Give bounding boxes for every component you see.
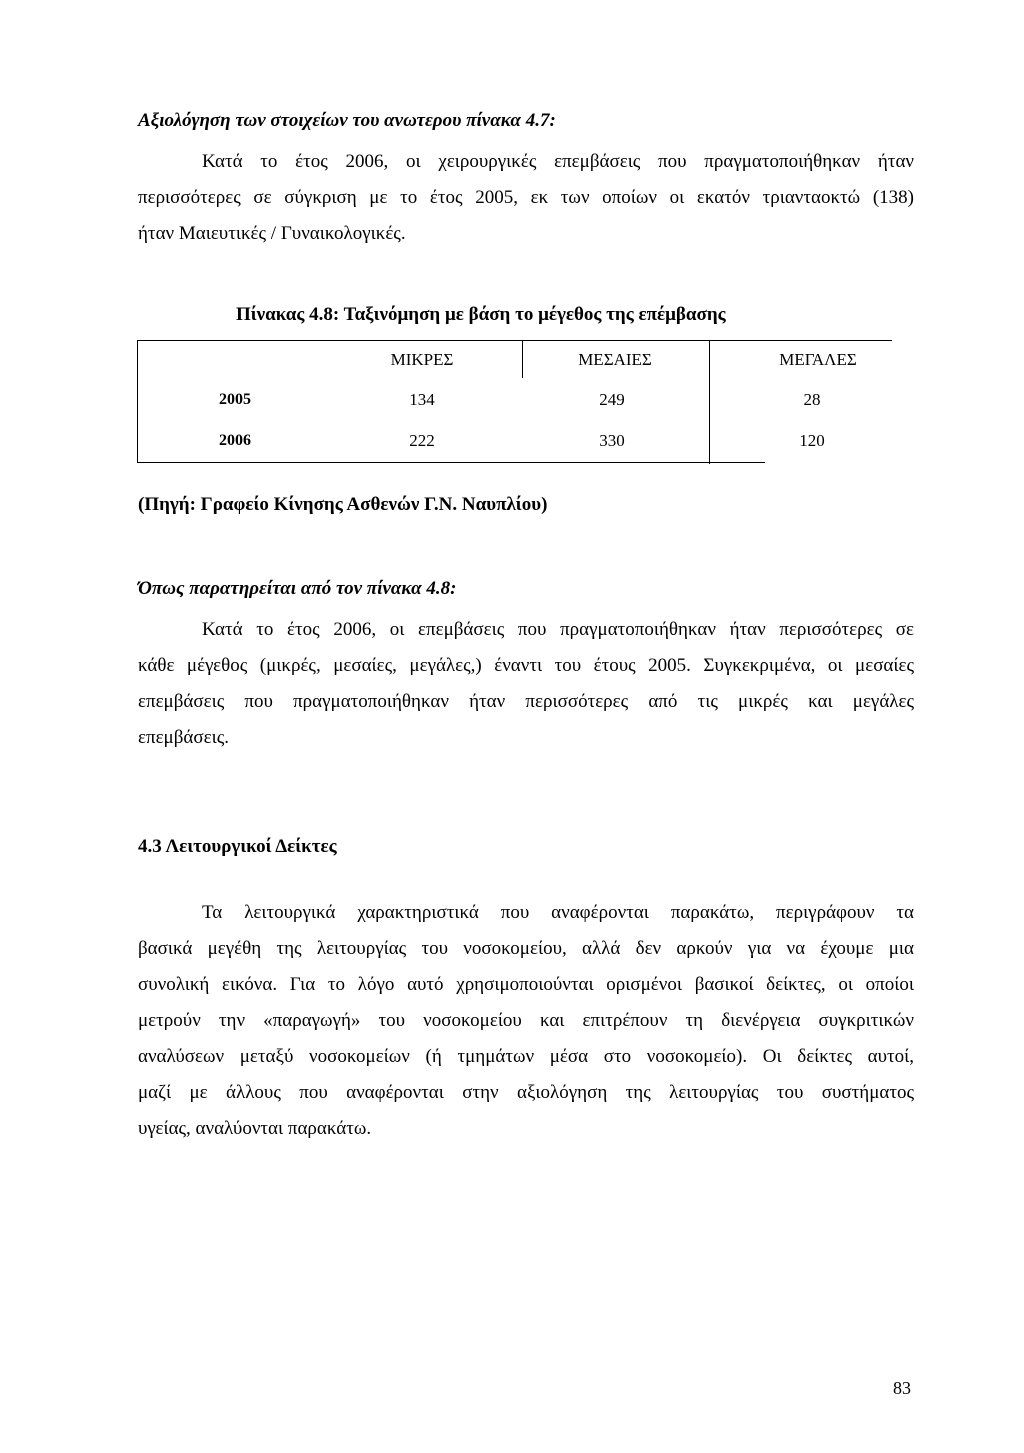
cell-2005-medium: 249	[599, 390, 625, 409]
paragraph-surgeries-2006	[138, 144, 914, 252]
table-bottom-border	[137, 462, 765, 463]
paragraph-table-analysis	[138, 612, 914, 756]
paragraph-line: επεμβάσεις που πραγματοποιήθηκαν ήταν περισσότερες από τις μικρές και μεγάλες	[138, 691, 914, 712]
cell-2005-large: 28	[803, 390, 821, 409]
table-divider-2	[709, 340, 710, 464]
cell-2006-small: 222	[409, 431, 435, 450]
paragraph-line: ήταν Μαιευτικές / Γυναικολογικές.	[138, 223, 406, 244]
paragraph-line: Τα λειτουργικά χαρακτηριστικά που αναφέρονται παρακάτω, περιγράφουν τα	[202, 902, 914, 923]
table-divider-1	[522, 340, 523, 378]
paragraph-line: περισσότερες σε σύγκριση με το έτος 2005, εκ των οποίων οι εκατόν τριανταοκτώ (138)	[138, 187, 914, 208]
row-year-2006: 2006	[219, 432, 251, 449]
cell-2006-medium: 330	[599, 431, 625, 450]
section-title: 4.3 Λειτουργικοί Δείκτες	[138, 836, 337, 857]
table-source: (Πηγή: Γραφείο Κίνησης Ασθενών Γ.Ν. Ναυπλίου)	[138, 494, 548, 515]
table-caption: Πίνακας 4.8: Ταξινόμηση με βάση το μέγεθος της επέμβασης	[236, 304, 726, 325]
page-number: 83	[893, 1378, 911, 1398]
paragraph-line: βασικά μεγέθη της λειτουργίας του νοσοκομείου, αλλά δεν αρκούν για να έχουμε μια	[138, 938, 914, 959]
cell-2006-large: 120	[799, 431, 825, 450]
header-small: ΜΙΚΡΕΣ	[390, 350, 454, 369]
paragraph-line: Κατά το έτος 2006, οι χειρουργικές επεμβάσεις που πραγματοποιήθηκαν ήταν	[202, 151, 914, 172]
heading-evaluation-4-7: Αξιολόγηση των στοιχείων του ανωτερου πίνακα 4.7:	[138, 110, 556, 131]
row-year-2005: 2005	[219, 391, 251, 408]
heading-observation-4-8: Όπως παρατηρείται από τον πίνακα 4.8:	[138, 578, 457, 599]
header-medium: ΜΕΣΑΙΕΣ	[578, 350, 652, 369]
table-top-border	[137, 340, 892, 341]
paragraph-operational-indicators	[138, 895, 914, 1147]
cell-2005-small: 134	[409, 390, 435, 409]
paragraph-line: επεμβάσεις.	[138, 727, 229, 748]
table-left-border	[137, 340, 138, 462]
paragraph-line: υγείας, αναλύονται παρακάτω.	[138, 1118, 372, 1139]
paragraph-line: κάθε μέγεθος (μικρές, μεσαίες, μεγάλες,) έναντι του έτους 2005. Συγκεκριμένα, οι μεσαίες	[138, 655, 914, 676]
paragraph-line: συνολική εικόνα. Για το λόγο αυτό χρησιμοποιούνται ορισμένοι βασικοί δείκτες, οι οποίοι	[138, 974, 914, 995]
paragraph-line: Κατά το έτος 2006, οι επεμβάσεις που πραγματοποιήθηκαν ήταν περισσότερες σε	[202, 619, 914, 640]
paragraph-line: αναλύσεων μεταξύ νοσοκομείων (ή τμημάτων μέσα στο νοσοκομείο). Οι δείκτες αυτοί,	[138, 1046, 914, 1067]
header-large: ΜΕΓΑΛΕΣ	[779, 350, 857, 369]
paragraph-line: μετρούν την «παραγωγή» του νοσοκομείου και επιτρέπουν τη διενέργεια συγκριτικών	[138, 1010, 914, 1031]
paragraph-line: μαζί με άλλους που αναφέρονται στην αξιολόγηση της λειτουργίας του συστήματος	[138, 1082, 914, 1103]
